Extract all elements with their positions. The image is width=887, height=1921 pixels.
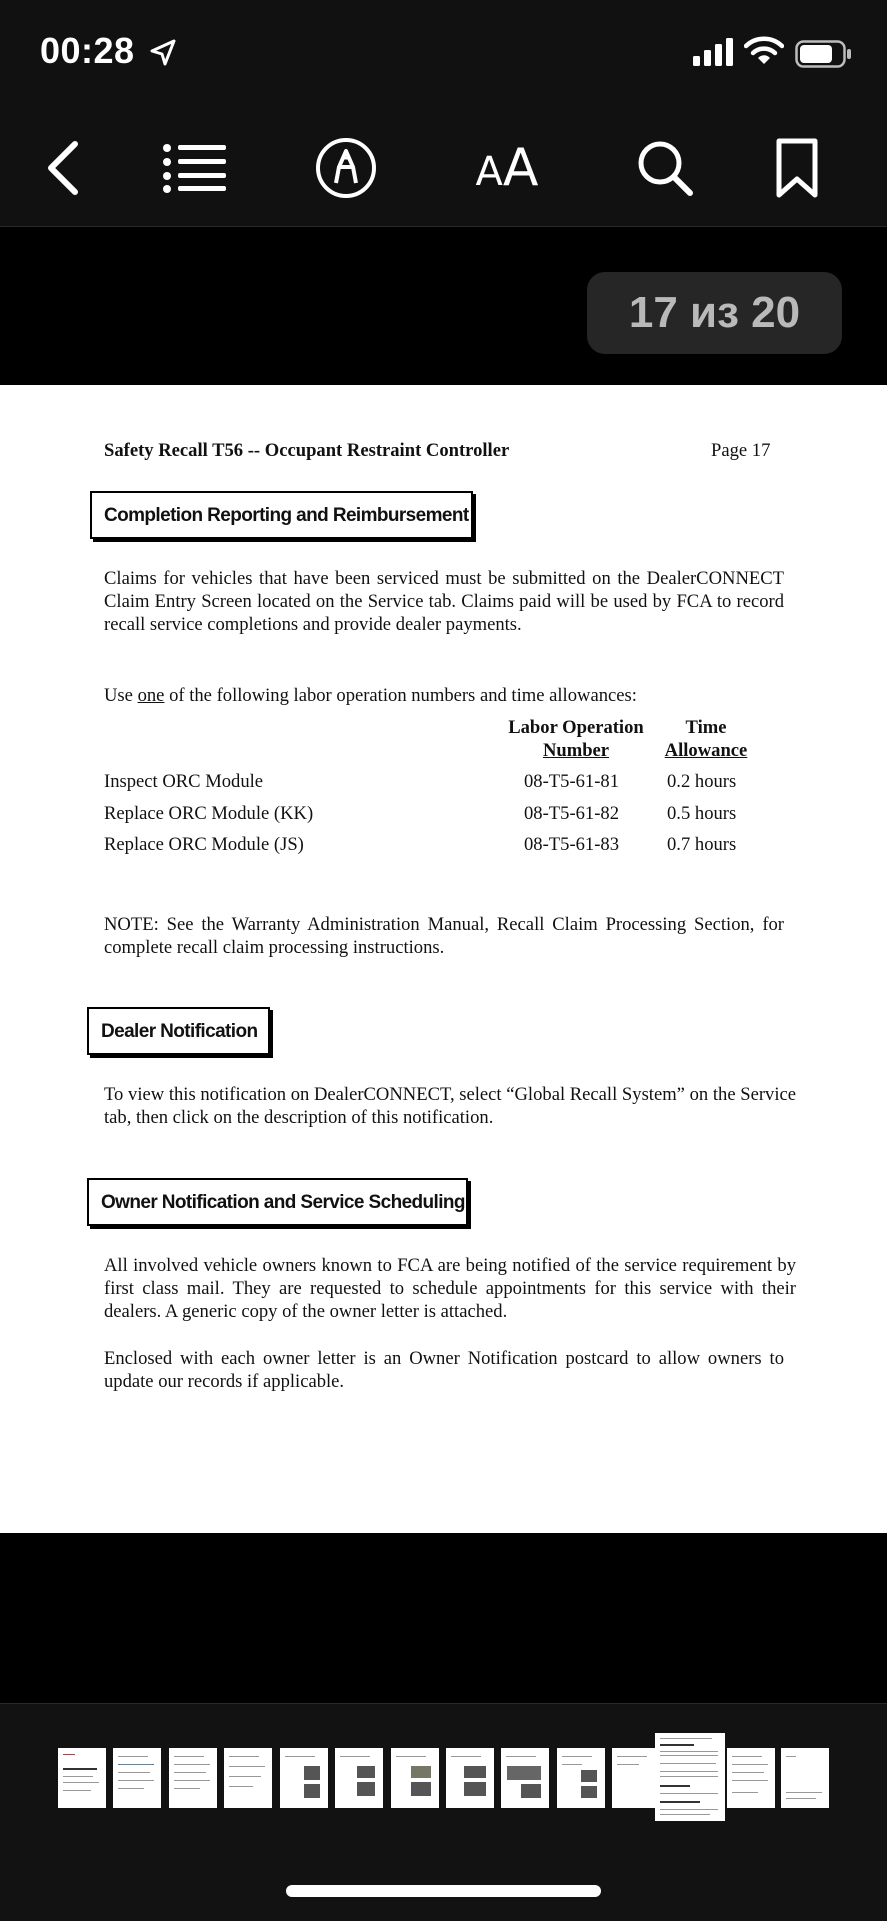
toc-button[interactable] [160, 136, 230, 200]
note-paragraph: NOTE: See the Warranty Administration Manual, Recall Claim Processing Section, for complete recall claim processing instructions. [104, 914, 784, 958]
row-labor-op: 08-T5-61-82 [524, 803, 620, 824]
back-button[interactable] [38, 136, 88, 200]
owner-postcard-paragraph: Enclosed with each owner letter is an Owner Notification postcard to allow owners to update our records if applicable. [104, 1348, 784, 1392]
page-thumbnail[interactable] [335, 1748, 383, 1808]
document-page-number: Page 17 [711, 440, 771, 461]
search-icon [635, 138, 695, 198]
dealer-notification-paragraph: To view this notification on DealerCONNECT, select “Global Recall System” on the Service tab, then click on the description of this notification. [104, 1084, 796, 1128]
markup-button[interactable] [314, 136, 378, 200]
document-page[interactable] [0, 385, 887, 1533]
row-description: Replace ORC Module (KK) [104, 803, 314, 824]
page-thumbnail[interactable] [557, 1748, 605, 1808]
markup-pen-icon [315, 137, 377, 199]
row-description: Replace ORC Module (JS) [104, 834, 304, 855]
page-thumbnail[interactable] [58, 1748, 106, 1808]
row-time: 0.7 hours [667, 834, 737, 855]
row-time: 0.2 hours [667, 771, 737, 792]
wifi-icon [744, 36, 784, 66]
section-heading-owner-notification: Owner Notification and Service Scheduling [87, 1178, 468, 1226]
battery-icon [795, 40, 853, 68]
page-thumbnail[interactable] [727, 1748, 775, 1808]
search-button[interactable] [634, 136, 696, 200]
labor-intro: Use one of the following labor operation numbers and time allowances: [104, 685, 637, 706]
bookmark-button[interactable] [773, 136, 821, 200]
time-allowance-header: Time Allowance [664, 717, 748, 761]
location-arrow-icon [148, 38, 178, 68]
status-bar [0, 0, 887, 110]
section-heading-dealer-notification: Dealer Notification [87, 1007, 270, 1055]
page-thumbnail[interactable] [612, 1748, 660, 1808]
owner-notification-paragraph: All involved vehicle owners known to FCA are being notified of the service requirement by first class mail. They are requested to schedule appointments for this service with their dealers. A generic copy of the owner letter is attached. [104, 1255, 796, 1322]
text-size-icon: AA [475, 138, 539, 198]
page-thumbnail[interactable] [391, 1748, 439, 1808]
text-size-button[interactable] [470, 136, 544, 200]
page-thumbnail-selected[interactable] [655, 1733, 725, 1821]
section-heading-completion: Completion Reporting and Reimbursement [90, 491, 473, 539]
page-thumbnail[interactable] [224, 1748, 272, 1808]
page-thumbnail[interactable] [280, 1748, 328, 1808]
bookmark-icon [775, 137, 819, 199]
row-description: Inspect ORC Module [104, 771, 264, 792]
reader-toolbar [0, 110, 887, 227]
home-indicator[interactable] [286, 1885, 601, 1897]
status-time: 00:28 [40, 30, 135, 71]
document-header-title: Safety Recall T56 -- Occupant Restraint Controller [104, 440, 510, 461]
page-thumbnail[interactable] [781, 1748, 829, 1808]
labor-operation-header: Labor Operation Number [508, 717, 644, 761]
page-indicator: 17 из 20 [587, 272, 842, 354]
page-thumbnail[interactable] [446, 1748, 494, 1808]
signal-icon [693, 38, 737, 66]
page-thumbnail[interactable] [169, 1748, 217, 1808]
completion-paragraph: Claims for vehicles that have been serviced must be submitted on the DealerCONNECT Claim Entry Screen located on the Service tab. Claims paid will be used by FCA to record recall service completions and provide dealer payments. [104, 568, 784, 635]
row-labor-op: 08-T5-61-81 [524, 771, 620, 792]
page-thumbnail[interactable] [501, 1748, 549, 1808]
row-time: 0.5 hours [667, 803, 737, 824]
page-thumbnail[interactable] [113, 1748, 161, 1808]
row-labor-op: 08-T5-61-83 [524, 834, 620, 855]
back-icon [45, 140, 81, 196]
reader-background-bottom [0, 1533, 887, 1703]
toc-list-icon [162, 143, 228, 193]
